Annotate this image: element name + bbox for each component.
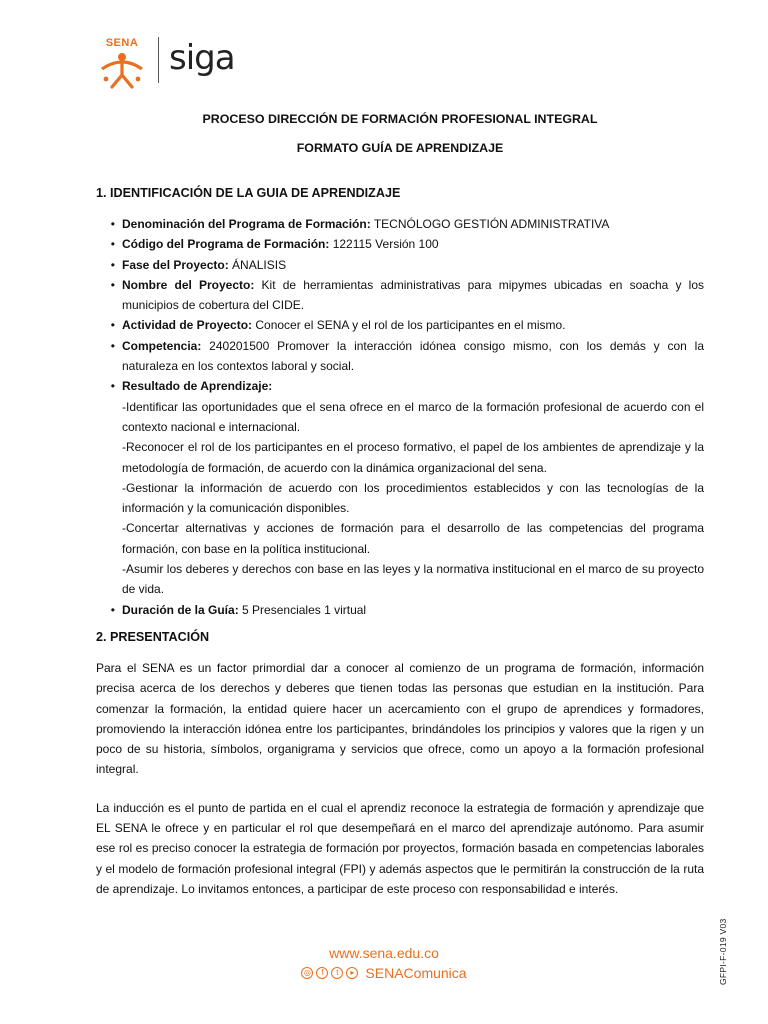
- resultado-item: -Gestionar la información de acuerdo con los procedimientos establecidos y con las tecnologías de la información y la comunicación disponibles.: [122, 480, 704, 516]
- document-subtitle: FORMATO GUÍA DE APRENDIZAJE: [296, 141, 504, 155]
- document-body: [96, 110, 704, 917]
- instagram-icon[interactable]: ◎: [301, 967, 313, 979]
- presentation-paragraph: Para el SENA es un factor primordial dar a conocer al comienzo de un programa de formación, información precisa acerca de los derechos y deberes que tienen todas las personas que estudian en la institución. Para comenzar la formación, la entidad quiere hacer un acercamiento con el grupo de aprendices y formadores, promoviendo la interacción idónea entre los participantes, brindándoles los principios y valores que la rigen y un poco de su historia, símbolos, organigrama y servicios que ofrece, como un apoyo a la formación profesional integral.: [96, 660, 704, 777]
- list-item: • Competencia: 240201500 Promover la interacción idónea consigo mismo, con los demás y con la naturaleza en los contextos laboral y social.: [96, 336, 704, 377]
- resultado-item: -Asumir los deberes y derechos con base en las leyes y la normativa institucional en el marco de su proyecto de vida.: [122, 562, 704, 597]
- presentation-paragraph: La inducción es el punto de partida en el cual el aprendiz reconoce la estrategia de formación y aprendizaje que EL SENA le ofrece y en particular el rol que desempeñará en el marco del aprendizaje autónomo. Para asumir ese rol es preciso conocer la estrategia de formación por proyectos, formación basada en competencias laborales y el modelo de formación profesional integral (FPI) y además aspectos que le permitirán la construcción de la ruta de aprendizaje. Lo invitamos entonces, a participar de este proceso con responsabilidad e interés.: [96, 800, 704, 896]
- twitter-icon[interactable]: t: [331, 967, 343, 979]
- siga-logo: siga: [169, 38, 235, 78]
- footer-url[interactable]: www.sena.edu.co: [329, 945, 439, 961]
- list-item: • Actividad de Proyecto: Conocer el SENA y el rol de los participantes en el mismo.: [96, 315, 704, 335]
- document-title: PROCESO DIRECCIÓN DE FORMACIÓN PROFESIONAL INTEGRAL: [202, 112, 598, 126]
- list-item: • Duración de la Guía: 5 Presenciales 1 virtual: [96, 600, 704, 620]
- identification-list: [96, 214, 704, 620]
- footer-social: [0, 965, 768, 981]
- facebook-icon[interactable]: f: [316, 967, 328, 979]
- header-logos: [96, 30, 235, 90]
- youtube-icon[interactable]: ▸: [346, 967, 358, 979]
- resultado-item: -Concertar alternativas y acciones de formación para el desarrollo de las competencias del programa formación, con base en la política institucional.: [122, 521, 704, 556]
- resultado-item: -Identificar las oportunidades que el sena ofrece en el marco de la formación profesional de acuerdo con el contexto nacional e internacional.: [122, 399, 704, 434]
- list-item: • Nombre del Proyecto: Kit de herramientas administrativas para mipymes ubicadas en soacha y los municipios de cobertura del CIDE.: [96, 275, 704, 316]
- resultado-item: -Reconocer el rol de los participantes en el proceso formativo, el papel de los ambientes de aprendizaje y la metodología de formación, de acuerdo con la dinámica organizacional del sena.: [122, 440, 704, 475]
- list-item: • Código del Programa de Formación: 122115 Versión 100: [96, 234, 704, 254]
- sena-logo: [96, 31, 148, 89]
- document-code: GFPI-F-019 V03: [718, 918, 728, 985]
- list-item: • Fase del Proyecto: ÁNALISIS: [96, 255, 704, 275]
- section-2-title: 2. PRESENTACIÓN: [96, 629, 210, 644]
- social-handle[interactable]: SENAComunica: [365, 965, 467, 981]
- list-item: • Resultado de Aprendizaje: -Identificar las oportunidades que el sena ofrece en el marco de la formación profesional de acuerdo con el contexto nacional e internacional. -Reconocer el rol de los participantes en el proceso formativo, el papel de los ambientes de aprendizaje y la metodología de formación, de acuerdo con la dinámica organizacional del sena. -Gestionar la información de acuerdo con los procedimientos establecidos y con las tecnologías de la información y la comunicación disponibles. -Concertar alternativas y acciones de formación para el desarrollo de las competencias del programa formación, con base en la política institucional. -Asumir los deberes y derechos con base en las leyes y la normativa institucional en el marco de su proyecto de vida.: [96, 376, 704, 599]
- sena-logo-text: SENA: [105, 37, 139, 49]
- list-item: • Denominación del Programa de Formación: TECNÓLOGO GESTIÓN ADMINISTRATIVA: [96, 214, 704, 234]
- logo-divider: [158, 37, 159, 83]
- section-1-title: 1. IDENTIFICACIÓN DE LA GUIA DE APRENDIZAJE: [96, 186, 401, 200]
